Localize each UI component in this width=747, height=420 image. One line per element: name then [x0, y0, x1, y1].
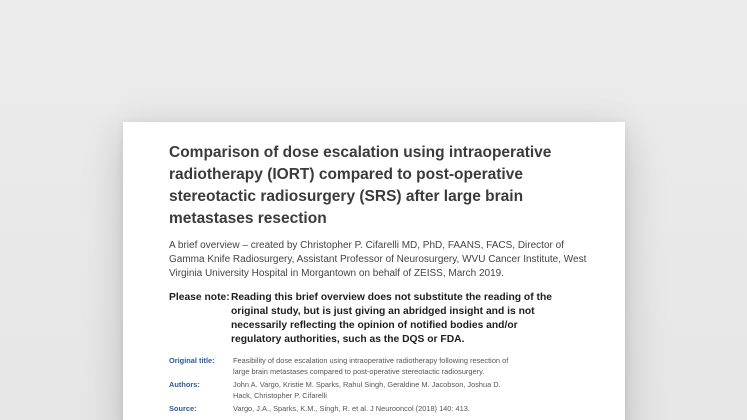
- meta-label: Source:: [169, 404, 197, 413]
- note-label: Please note:: [169, 292, 230, 303]
- note-text: Reading this brief overview does not substitute the reading of the original study, but is just giving an abridged insight and is not necessarily reflecting the opinion of notified bodies and/or regulatory authorities, such as the DQS or FDA.: [231, 292, 552, 345]
- meta-value: Feasibility of dose escalation using intraoperative radiotherapy following resection of large brain metastases compared to post-operative stereotactic radiosurgery.: [233, 356, 509, 376]
- meta-label: Authors:: [169, 380, 200, 389]
- overview-text: A brief overview – created by Christopher P. Cifarelli MD, PhD, FAANS, FACS, Director of Gamma Knife Radiosurgery, Assistant Professor of Neurosurgery, WVU Cancer Institute, West Virginia University Hospital in Morgantown on behalf of ZEISS, March 2019.: [169, 240, 587, 279]
- document-page: [123, 122, 625, 420]
- meta-label: Original title:: [169, 356, 215, 365]
- meta-value: John A. Vargo, Kristie M. Sparks, Rahul Singh, Geraldine M. Jacobson, Joshua D. Hack, Christopher P. Cifarelli: [233, 380, 501, 400]
- meta-value: Vargo, J.A., Sparks, K.M., Singh, R. et al. J Neurooncol (2018) 140: 413.: [233, 404, 470, 413]
- document-title: Comparison of dose escalation using intraoperative radiotherapy (IORT) compared to post-operative stereotactic radiosurgery (SRS) after large brain metastases resection: [169, 144, 552, 227]
